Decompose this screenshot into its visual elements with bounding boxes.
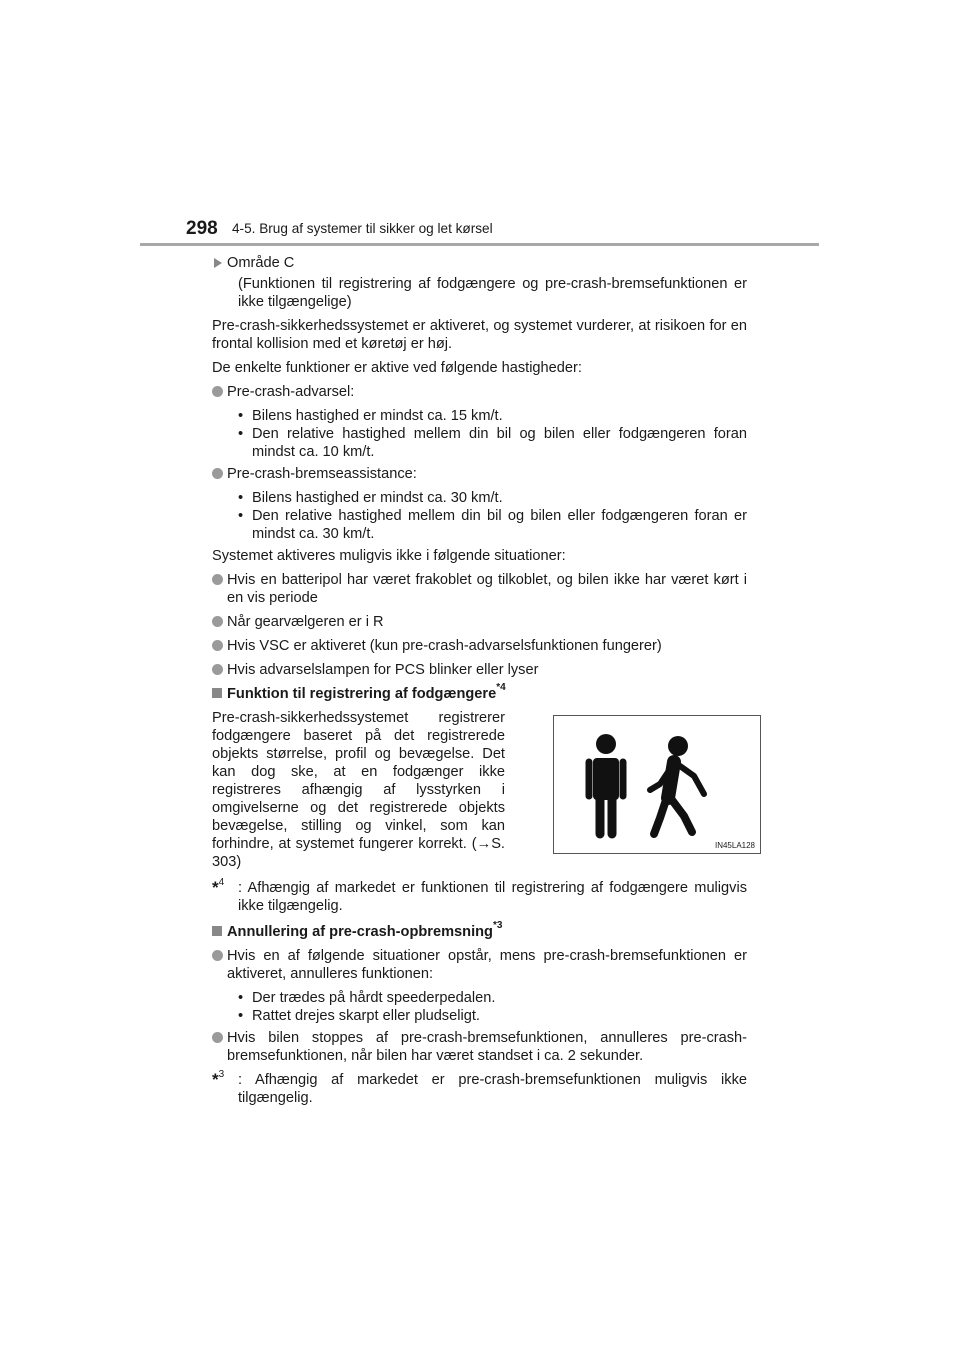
- activation-item: [212, 661, 747, 679]
- circle-bullet-icon: [212, 386, 223, 397]
- dot-bullet-icon: •: [238, 1008, 244, 1024]
- footnote-marker: [212, 879, 224, 898]
- standing-person-torso: [593, 758, 619, 800]
- activation-intro: Systemet aktiveres muligvis ikke i følgende situationer:: [212, 548, 566, 564]
- footnote-number: 4: [218, 877, 225, 889]
- area-c-heading: [212, 254, 747, 272]
- page-number: 298: [186, 218, 218, 239]
- pedestrian-figure: [553, 715, 761, 854]
- header-rule: [140, 243, 819, 246]
- activation-item-text: Hvis en batteripol har været frakoblet og tilkoblet, og bilen ikke har været kørt i en vis periode: [227, 572, 747, 606]
- page-content: [212, 254, 755, 1115]
- circle-bullet-icon: [212, 1032, 223, 1043]
- pedestrian-description: Pre-crash-sikkerhedssystemet registrerer fodgængere baseret på det registrerede objekts størrelse, profil og bevægelse. Det kan dog ske, at en fodgænger ikke registreres afhængig af lysstyrken i omgivelserne og det registrerede objekts bevægelse, stilling og vinkel, som kan forhindre, at systemet fungerer korrekt. (→S. 303): [212, 710, 505, 870]
- dot-bullet-icon: •: [238, 408, 244, 424]
- circle-bullet-icon: [212, 664, 223, 675]
- list-item-text: Der trædes på hårdt speederpedalen.: [252, 990, 496, 1006]
- function-brake-assist: [212, 465, 747, 483]
- dot-bullet-icon: •: [238, 990, 244, 1006]
- triangle-icon: [214, 258, 222, 268]
- cancel-item-text: Hvis bilen stoppes af pre-crash-bremsefunktionen, annulleres pre-crash-bremsefunktionen, når bilen har været standset i ca. 2 sekunder.: [227, 1030, 747, 1064]
- intro-paragraph: Pre-crash-sikkerhedssystemet er aktiveret, og systemet vurderer, at risikoen for en frontal kollision med et køretøj er høj.: [212, 318, 747, 352]
- walking-person-head: [668, 736, 688, 756]
- warning-conditions: [212, 407, 747, 461]
- list-item: [238, 507, 747, 543]
- circle-bullet-icon: [212, 616, 223, 627]
- footnote-4: [212, 879, 747, 915]
- footnote-text: : Afhængig af markedet er pre-crash-bremsefunktionen muligvis ikke tilgængelig.: [238, 1072, 747, 1106]
- list-item-text: Bilens hastighed er mindst ca. 30 km/t.: [252, 490, 503, 506]
- footnote-mark: *3: [492, 920, 503, 932]
- function-label: Pre-crash-advarsel:: [227, 384, 355, 400]
- activation-item-text: Hvis VSC er aktiveret (kun pre-crash-advarselsfunktionen fungerer): [227, 638, 662, 654]
- activation-item-text: Hvis advarselslampen for PCS blinker eller lyser: [227, 662, 539, 678]
- footnote-star: *: [212, 878, 219, 897]
- square-icon: [212, 688, 222, 698]
- footnote-marker: [212, 1071, 224, 1090]
- figure-code: IN45LA128: [714, 841, 755, 850]
- cancel-conditions: [212, 989, 747, 1025]
- cancel-heading-text: Annullering af pre-crash-opbremsning: [227, 924, 493, 940]
- cancel-heading: [212, 920, 747, 941]
- circle-bullet-icon: [212, 574, 223, 585]
- list-item-text: Rattet drejes skarpt eller pludseligt.: [252, 1008, 480, 1024]
- dot-bullet-icon: •: [238, 426, 244, 442]
- standing-person-head: [596, 734, 616, 754]
- activation-item: [212, 637, 747, 655]
- area-c-title: Område C: [227, 255, 295, 271]
- cancel-item-text: Hvis en af følgende situationer opstår, mens pre-crash-bremsefunktionen er aktiveret, annulleres funktionen:: [227, 948, 747, 982]
- dot-bullet-icon: •: [238, 508, 244, 524]
- pedestrian-heading-text: Funktion til registrering af fodgængere: [227, 686, 497, 702]
- list-item: [238, 1007, 747, 1025]
- activation-item-text: Når gearvælgeren er i R: [227, 614, 384, 630]
- list-item: [238, 407, 747, 425]
- pedestrian-heading: [212, 682, 747, 703]
- list-item: [238, 425, 747, 461]
- cancel-item: [212, 947, 747, 983]
- circle-bullet-icon: [212, 640, 223, 651]
- dot-bullet-icon: •: [238, 490, 244, 506]
- footnote-3: [212, 1071, 747, 1107]
- function-warning: [212, 383, 747, 401]
- function-label: Pre-crash-bremseassistance:: [227, 466, 417, 482]
- circle-bullet-icon: [212, 468, 223, 479]
- list-item-text: Den relative hastighed mellem din bil og bilen eller fodgængeren foran mindst ca. 10 km/t.: [252, 426, 747, 460]
- pedestrian-section: [212, 709, 755, 871]
- area-c-note: (Funktionen til registrering af fodgængere og pre-crash-bremsefunktionen er ikke tilgængelige): [238, 276, 747, 310]
- brake-assist-conditions: [212, 489, 747, 543]
- footnote-star: *: [212, 1070, 219, 1089]
- footnote-number: 3: [218, 1069, 225, 1081]
- list-item: [238, 989, 747, 1007]
- square-icon: [212, 926, 222, 936]
- list-item-text: Bilens hastighed er mindst ca. 15 km/t.: [252, 408, 503, 424]
- footnote-mark: *4: [496, 682, 506, 694]
- list-item: [238, 489, 747, 507]
- circle-bullet-icon: [212, 950, 223, 961]
- chapter-title: 4-5. Brug af systemer til sikker og let kørsel: [232, 221, 493, 236]
- activation-item: [212, 571, 747, 607]
- intro-speeds: De enkelte funktioner er aktive ved følgende hastigheder:: [212, 360, 582, 376]
- pedestrian-illustration: [554, 716, 760, 853]
- cancel-item: [212, 1029, 747, 1065]
- footnote-text: : Afhængig af markedet er funktionen til registrering af fodgængere muligvis ikke tilgængelig.: [238, 880, 747, 914]
- activation-item: [212, 613, 747, 631]
- list-item-text: Den relative hastighed mellem din bil og bilen eller fodgængeren foran er mindst ca. 30 km/t.: [252, 508, 747, 542]
